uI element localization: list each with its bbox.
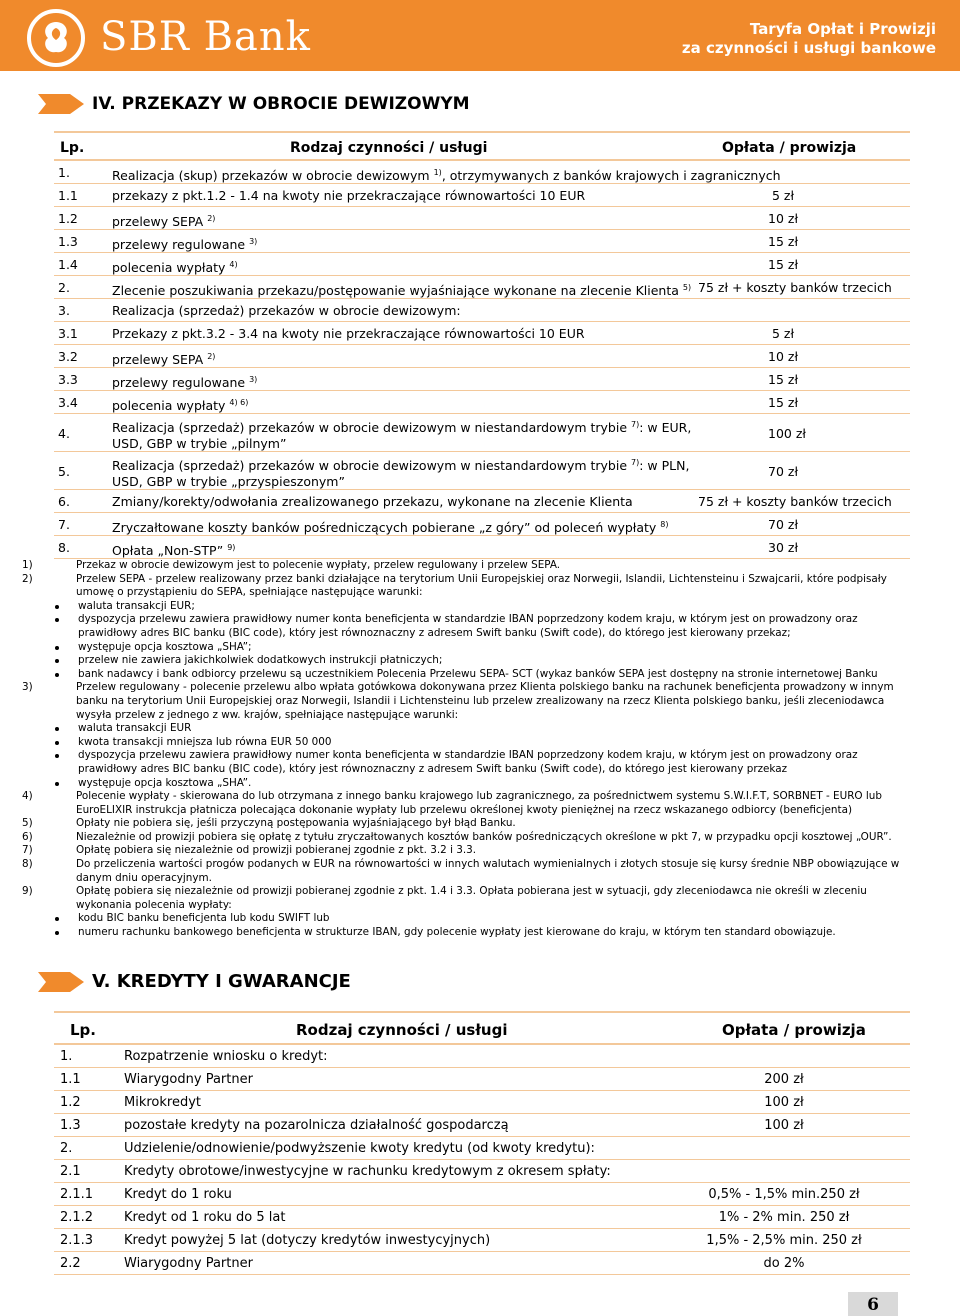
service-description	[112, 234, 257, 253]
row-number: 1.2	[58, 211, 78, 226]
service-description: Wiarygodny Partner	[124, 1072, 253, 1087]
footnote-number: 1)	[22, 559, 33, 571]
document-title-line1: Taryfa Opłat i Prowizji	[749, 20, 936, 38]
footnote	[22, 885, 910, 912]
table-row	[54, 391, 910, 414]
fee-value: 15 zł	[768, 234, 798, 249]
description-text: Realizacja (sprzedaż) przekazów w obrocie dewizowym:	[112, 303, 461, 318]
description-text: , otrzymywanych z banków krajowych i zagranicznych	[441, 168, 781, 184]
row-number: 1.	[58, 165, 70, 180]
header-lp: Lp.	[70, 1021, 96, 1039]
footnote-text: numeru rachunku bankowego beneficjenta w strukturze IBAN, gdy polecenie wypłaty jest kierowane do kraju, w którym ten standard obowiązuje.	[78, 926, 836, 939]
service-description	[112, 455, 689, 490]
section-heading: V. KREDYTY I GWARANCJE	[92, 971, 351, 992]
row-number: 3.4	[58, 395, 78, 410]
fee-value: 75 zł + koszty banków trzecich	[698, 494, 892, 509]
table-row	[54, 452, 910, 490]
arrow-marker-icon	[38, 94, 84, 114]
description-text: polecenia wypłaty	[112, 398, 230, 414]
footnote-text: Opłatę pobiera się niezależnie od prowizji pobieranej zgodnie z pkt. 3.2 i 3.3.	[76, 844, 477, 857]
table-row	[54, 1137, 910, 1160]
row-number: 7.	[58, 517, 70, 532]
row-number: 3.2	[58, 349, 78, 364]
footnote-bullet	[22, 912, 910, 926]
table-row	[54, 207, 910, 230]
footnote-ref: 1)	[433, 168, 442, 177]
header-lp: Lp.	[60, 140, 85, 156]
fee-value: 15 zł	[768, 257, 798, 272]
table-row	[54, 345, 910, 368]
fee-value: 1,5% - 2,5% min. 250 zł	[706, 1233, 862, 1248]
row-number: 8.	[58, 540, 70, 555]
footnote-number: 2)	[22, 572, 33, 585]
row-number: 2.	[60, 1141, 73, 1156]
footnote	[22, 831, 910, 845]
row-number: 1.1	[58, 188, 78, 203]
fee-value: 100 zł	[764, 1095, 804, 1110]
service-description	[112, 303, 461, 319]
table-row	[54, 1068, 910, 1091]
description-text: Opłata „Non-STP”	[112, 543, 228, 559]
footnote-text: bank nadawcy i bank odbiorcy przelewu są uczestnikiem Polecenia Przelewu SEPA- SCT (wykaz banków SEPA jest dostępny na stronie internetowej Banku	[78, 667, 878, 680]
fee-value: do 2%	[763, 1256, 805, 1271]
service-description: Kredyt od 1 roku do 5 lat	[124, 1210, 286, 1225]
header-fee: Opłata / prowizja	[722, 140, 857, 156]
section-heading: IV. PRZEKAZY W OBROCIE DEWIZOWYM	[92, 94, 470, 114]
table-row	[54, 230, 910, 253]
footnote-text: przelew nie zawiera jakichkolwiek dodatkowych instrukcji płatniczych;	[78, 654, 443, 667]
table-row	[54, 161, 910, 184]
description-text: przelewy regulowane	[112, 375, 250, 391]
table-row	[54, 322, 910, 345]
service-description: Mikrokredyt	[124, 1095, 201, 1110]
footnote-bullet	[22, 736, 910, 750]
row-number: 3.3	[58, 372, 78, 387]
footnote	[22, 573, 910, 600]
row-number: 2.	[58, 280, 70, 295]
description-text: Zlecenie poszukiwania przekazu/postępowanie wyjaśniające wykonane na zlecenie Klienta	[112, 283, 683, 299]
table-row	[54, 1114, 910, 1137]
service-description: Udzielenie/odnowienie/podwyższenie kwoty kredytu (od kwoty kredytu):	[124, 1141, 595, 1156]
service-description	[112, 395, 248, 414]
arrow-marker-icon	[38, 972, 84, 992]
footnote-bullet	[22, 777, 910, 791]
footnote-bullet	[22, 654, 910, 668]
description-text: Zryczałtowane koszty banków pośredniczących pobierane „z góry” od poleceń wypłaty	[112, 520, 661, 536]
fee-value: 15 zł	[768, 395, 798, 410]
footnote-text: występuje opcja kosztowa „SHA”;	[78, 640, 252, 653]
table-row	[54, 276, 910, 299]
table-row	[54, 1045, 910, 1068]
footnote-number: 7)	[22, 844, 33, 857]
footnote-text: Polecenie wypłaty - skierowana do lub otrzymana z innego banku krajowego lub zagranicznego, za pośrednictwem systemu S.W.I.F.T, SORBNET - EURO lub EuroELIXIR instrukcja płatnicza polecająca dokonanie wypłaty lub przelewu określonej kwoty pieniężnej na rzecz wskazanego odbiorcy (beneficjenta)	[76, 790, 882, 816]
footnote-ref: 4)	[229, 260, 238, 269]
description-text: Realizacja (sprzedaż) przekazów w obrocie dewizowym w niestandardowym trybie	[112, 420, 632, 436]
fee-value: 100 zł	[764, 1118, 804, 1133]
service-description	[112, 257, 238, 276]
row-number: 2.1.3	[60, 1233, 94, 1248]
fee-value: 15 zł	[768, 372, 798, 387]
footnote-ref: 2)	[207, 214, 216, 223]
footnote	[22, 817, 910, 831]
footnote-text: kodu BIC banku beneficjenta lub kodu SWIFT lub	[78, 912, 330, 925]
footnote	[22, 844, 910, 858]
description-text: USD, GBP w trybie „pilnym”	[112, 436, 287, 452]
service-description: Wiarygodny Partner	[124, 1256, 253, 1271]
table-row	[54, 299, 910, 322]
brand-name: SBR Bank	[100, 14, 311, 60]
footnote-number: 9)	[22, 885, 33, 898]
footnote-bullet	[22, 641, 910, 655]
footnote-ref: 8)	[660, 520, 669, 529]
fee-value: 100 zł	[768, 426, 806, 441]
service-description: Kredyt powyżej 5 lat (dotyczy kredytów inwestycyjnych)	[124, 1233, 491, 1248]
footnote-text: występuje opcja kosztowa „SHA”.	[78, 776, 252, 789]
page-number: 6	[848, 1292, 898, 1316]
header-fee: Opłata / prowizja	[722, 1021, 866, 1039]
footnote-number: 5)	[22, 817, 33, 830]
footnote-ref: 9)	[227, 543, 236, 552]
footnote-text: dyspozycja przelewu zawiera prawidłowy numer konta beneficjenta w standardzie IBAN poprzedzony kodem kraju, w którym jest on prowadzony oraz prawidłowy adres BIC banku (BIC code), który jest równoznaczny z adresem Swift banku (Swift code), do którego jest kierowany przekaz	[78, 749, 858, 775]
footnote-ref: 2)	[207, 352, 216, 361]
footnote-text: Przelew SEPA - przelew realizowany przez banki działające na terytorium Unii Europejskiej oraz Norwegii, Islandii, Lichtensteinu i Szwajcarii, które podpisały umowę o przystąpieniu do SEPA, spełniające następujące warunki:	[76, 572, 887, 599]
service-description	[112, 280, 691, 299]
footnote-text: waluta transakcji EUR;	[78, 599, 195, 612]
description-text: przelewy SEPA	[112, 214, 208, 230]
fee-value: 70 zł	[768, 464, 798, 479]
fees-table-transfers	[54, 131, 910, 559]
table-row	[54, 490, 910, 513]
row-number: 2.1	[60, 1164, 81, 1179]
row-number: 3.	[58, 303, 70, 318]
fee-value: 5 zł	[772, 188, 795, 203]
row-number: 1.2	[60, 1095, 81, 1110]
row-number: 4.	[58, 426, 70, 441]
footnote-text: Opłatę pobiera się niezależnie od prowizji pobieranej zgodnie z pkt. 1.4 i 3.3. Opłata pobierana jest w sytuacji, gdy zleceniodawca nie określi w zleceniu wykonania polecenia wypłaty:	[76, 885, 867, 911]
footnote-bullet	[22, 613, 910, 640]
service-description	[112, 165, 781, 184]
row-number: 3.1	[58, 326, 78, 341]
service-description: Kredyt do 1 roku	[124, 1187, 232, 1202]
service-description	[112, 417, 691, 452]
service-description	[112, 517, 668, 536]
description-text: Realizacja (sprzedaż) przekazów w obrocie dewizowym w niestandardowym trybie	[112, 458, 632, 474]
description-text: USD, GBP w trybie „przyspieszonym”	[112, 474, 345, 490]
service-description	[112, 211, 215, 230]
footnote-number: 3)	[22, 681, 33, 694]
footnote-number: 6)	[22, 830, 33, 843]
footnote-ref: 3)	[249, 375, 258, 384]
service-description	[112, 540, 235, 559]
table-header-row	[54, 131, 910, 161]
description-text: : w PLN,	[639, 458, 690, 474]
footnote-text: Do przeliczenia wartości progów podanych w EUR na równowartości w innych walutach wymienialnych i złotych stosuje się kursy średnie NBP obowiązujące w danym dniu operacyjnym.	[76, 858, 900, 884]
row-number: 2.1.2	[60, 1210, 94, 1225]
table-row	[54, 368, 910, 391]
row-number: 2.1.1	[60, 1187, 94, 1202]
table-row	[54, 1183, 910, 1206]
service-description: Rozpatrzenie wniosku o kredyt:	[124, 1049, 328, 1064]
header-service: Rodzaj czynności / usługi	[296, 1021, 508, 1039]
fee-value: 10 zł	[768, 349, 798, 364]
description-text: polecenia wypłaty	[112, 260, 230, 276]
description-text: Realizacja (skup) przekazów w obrocie dewizowym	[112, 168, 434, 184]
footnote-ref: 7)	[631, 458, 640, 467]
description-text: : w EUR,	[639, 420, 692, 436]
table-row	[54, 253, 910, 276]
document-title	[682, 20, 936, 58]
footnote	[22, 858, 910, 885]
footnote	[22, 790, 910, 817]
footnotes	[22, 559, 910, 940]
footnote-ref: 4) 6)	[229, 398, 249, 407]
description-text: przelewy SEPA	[112, 352, 208, 368]
footnote-ref: 3)	[249, 237, 258, 246]
footnote-text: Opłaty nie pobiera się, jeśli przyczyną postępowania wyjaśniającego był błąd Banku.	[76, 817, 516, 830]
fee-value: 5 zł	[772, 326, 795, 341]
table-row	[54, 1206, 910, 1229]
fee-value: 1% - 2% min. 250 zł	[718, 1210, 850, 1225]
footnote	[22, 559, 910, 573]
table-row	[54, 536, 910, 559]
footnote-text: Niezależnie od prowizji pobiera się opłatę z tytułu zryczałtowanych kosztów banków pośredniczących określone w pkt 7, w przypadku opcji kosztowej „OUR”.	[76, 830, 892, 843]
fee-value: 10 zł	[768, 211, 798, 226]
footnote-bullet	[22, 600, 910, 614]
table-row	[54, 513, 910, 536]
row-number: 2.2	[60, 1256, 81, 1271]
table-row	[54, 1160, 910, 1183]
table-header-row	[54, 1011, 910, 1045]
footnote	[22, 681, 910, 722]
fee-value: 30 zł	[768, 540, 798, 555]
fee-value: 200 zł	[764, 1072, 804, 1087]
document-title-line2: za czynności i usługi bankowe	[681, 39, 936, 57]
footnote-bullet	[22, 722, 910, 736]
footnote-text: waluta transakcji EUR	[78, 722, 192, 735]
description-text: przelewy regulowane	[112, 237, 250, 253]
row-number: 6.	[58, 494, 70, 509]
row-number: 1.3	[58, 234, 78, 249]
footnote-text: dyspozycja przelewu zawiera prawidłowy numer konta beneficjenta w standardzie IBAN poprzedzony kodem kraju, w którym jest on prowadzony oraz prawidłowy adres BIC banku (BIC code), który jest równoznaczny z adresem Swift banku (Swift code), do którego jest kierowany przekaz;	[78, 613, 858, 639]
fee-value: 0,5% - 1,5% min.250 zł	[708, 1187, 860, 1202]
row-number: 5.	[58, 464, 70, 479]
table-row	[54, 1091, 910, 1114]
page-header	[0, 0, 960, 73]
table-row	[54, 1229, 910, 1252]
service-description: Kredyty obrotowe/inwestycyjne w rachunku kredytowym z okresem spłaty:	[124, 1164, 611, 1179]
footnote-ref: 5)	[682, 283, 692, 292]
footnote-number: 8)	[22, 858, 33, 871]
footnote-text: Przekaz w obrocie dewizowym jest to polecenie wypłaty, przelew regulowany i przelew SEPA.	[76, 559, 561, 571]
service-description	[112, 349, 215, 368]
footnote-bullet	[22, 926, 910, 940]
footnote-bullet	[22, 668, 910, 682]
rose-logo-icon	[26, 8, 86, 68]
row-number: 1.4	[58, 257, 78, 272]
service-description	[112, 494, 633, 510]
description-text: Przekazy z pkt.3.2 - 3.4 na kwoty nie przekraczające równowartości 10 EUR	[112, 326, 585, 341]
footnote-bullet	[22, 749, 910, 776]
footnote-text: Przelew regulowany - polecenie przelewu albo wpłata gotówkowa dokonywana przez Klienta polskiego banku na rachunek beneficjenta prowadzony w innym banku na terytorium Unii Europejskiej oraz Norwegii, Islandii i Lichtensteinu lub przelew zrealizowany na rzecz Klienta polskiego banku, jeśli zleceniodawca wysyła przelew z jednego z ww. krajów, spełniające następujące warunki:	[76, 681, 894, 721]
header-service: Rodzaj czynności / usługi	[290, 140, 488, 156]
fee-value: 70 zł	[768, 517, 798, 532]
description-text: przekazy z pkt.1.2 - 1.4 na kwoty nie przekraczające równowartości 10 EUR	[112, 188, 586, 203]
footnote-ref: 7)	[631, 420, 640, 429]
table-row	[54, 414, 910, 452]
service-description	[112, 188, 585, 204]
table-row	[54, 1252, 910, 1275]
row-number: 1.3	[60, 1118, 81, 1133]
service-description	[112, 326, 585, 342]
service-description: pozostałe kredyty na pozarolnicza działalność gospodarczą	[124, 1118, 509, 1133]
footnote-text: kwota transakcji mniejsza lub równa EUR 50 000	[78, 735, 332, 748]
fee-value: 75 zł + koszty banków trzecich	[698, 280, 892, 295]
row-number: 1.1	[60, 1072, 81, 1087]
footnote-number: 4)	[22, 790, 33, 803]
fees-table-credits	[54, 1011, 910, 1275]
service-description	[112, 372, 257, 391]
row-number: 1.	[60, 1049, 73, 1064]
table-row	[54, 184, 910, 207]
description-text: Zmiany/korekty/odwołania zrealizowanego przekazu, wykonane na zlecenie Klienta	[112, 494, 633, 509]
